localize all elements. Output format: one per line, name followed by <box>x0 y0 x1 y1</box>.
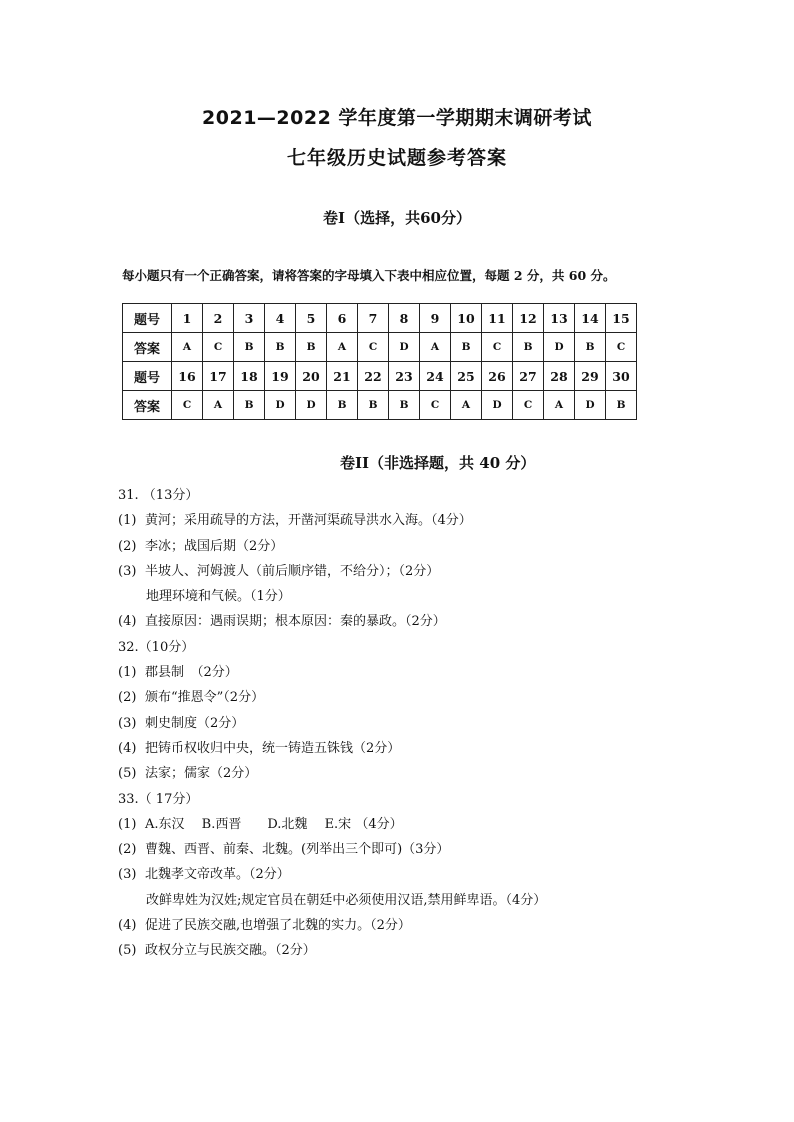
answer-cell: D <box>389 333 420 362</box>
answer-cell: B <box>513 333 544 362</box>
question-number-cell: 16 <box>172 362 203 391</box>
answer-line <box>118 913 546 938</box>
question-number-cell: 25 <box>451 362 482 391</box>
item-number: (4) <box>118 918 137 934</box>
answer-text: 促进了民族交融,也增强了北魏的实力。（2分） <box>145 918 411 934</box>
answer-text: A.东汉 B.西晋 D.北魏 E.宋 （4分） <box>145 816 403 832</box>
question-number-cell: 23 <box>389 362 420 391</box>
answer-cell: C <box>513 391 544 420</box>
item-number: (4) <box>118 614 137 630</box>
item-number: (2) <box>118 538 137 554</box>
answer-cell: B <box>451 333 482 362</box>
answer-lines <box>118 483 546 964</box>
answer-cell: A <box>420 333 451 362</box>
answer-text: 直接原因：遇雨误期；根本原因：秦的暴政。（2分） <box>145 614 446 630</box>
answer-cell: A <box>172 333 203 362</box>
table-row-numbers <box>123 304 637 333</box>
answer-cell: B <box>575 333 606 362</box>
row-label-answer: 答案 <box>123 333 172 362</box>
answer-text: 半坡人、河姆渡人（前后顺序错，不给分）；（2分） <box>145 563 440 579</box>
answer-cell: C <box>172 391 203 420</box>
question-number-cell: 9 <box>420 304 451 333</box>
answer-text: 李冰；战国后期（2分） <box>145 538 284 554</box>
question-number-cell: 12 <box>513 304 544 333</box>
answer-cell: D <box>544 333 575 362</box>
answer-cell: A <box>544 391 575 420</box>
question-number-cell: 30 <box>606 362 637 391</box>
question-number-cell: 24 <box>420 362 451 391</box>
answer-text: 31. （13分） <box>118 488 199 503</box>
answer-line <box>118 837 546 862</box>
answer-cell: B <box>234 391 265 420</box>
answer-line <box>118 812 546 837</box>
answer-line <box>118 938 546 963</box>
answer-text: 改鲜卑姓为汉姓;规定官员在朝廷中必须使用汉语,禁用鲜卑语。（4分） <box>146 892 547 908</box>
answer-table <box>122 303 637 420</box>
answer-line <box>118 534 546 559</box>
item-number: (3) <box>118 715 137 731</box>
table-row-answers <box>123 391 637 420</box>
answer-text: 北魏孝文帝改革。（2分） <box>145 867 290 883</box>
question-number-cell: 13 <box>544 304 575 333</box>
answer-line <box>118 888 546 913</box>
answer-cell: D <box>575 391 606 420</box>
question-number-cell: 21 <box>327 362 358 391</box>
item-number: (3) <box>118 867 137 883</box>
answer-cell: A <box>203 391 234 420</box>
question-number-cell: 14 <box>575 304 606 333</box>
item-number: (5) <box>118 943 137 959</box>
item-number: (1) <box>118 816 137 832</box>
question-number-cell: 19 <box>265 362 296 391</box>
answer-cell: B <box>358 391 389 420</box>
row-label-number: 题号 <box>123 304 172 333</box>
row-label-number: 题号 <box>123 362 172 391</box>
answer-line <box>118 660 546 685</box>
answer-cell: A <box>327 333 358 362</box>
answer-cell: C <box>203 333 234 362</box>
answer-text: 法家；儒家（2分） <box>145 766 258 782</box>
answer-line <box>118 508 546 533</box>
answer-line <box>118 635 546 660</box>
question-number-cell: 8 <box>389 304 420 333</box>
answer-line <box>118 761 546 786</box>
part2-heading: 卷II（非选择题，共 40 分） <box>340 454 536 472</box>
answer-line <box>118 559 546 584</box>
answer-line <box>118 483 546 508</box>
question-number-cell: 5 <box>296 304 327 333</box>
question-number-cell: 11 <box>482 304 513 333</box>
answer-text: 黄河；采用疏导的方法，开凿河渠疏导洪水入海。（4分） <box>145 513 472 529</box>
answer-line <box>118 609 546 634</box>
part1-instruction: 每小题只有一个正确答案，请将答案的字母填入下表中相应位置，每题 2 分，共 60 分。 <box>122 268 616 283</box>
question-number-cell: 2 <box>203 304 234 333</box>
answer-cell: B <box>606 391 637 420</box>
answer-cell: C <box>606 333 637 362</box>
answer-line <box>118 584 546 609</box>
question-number-cell: 17 <box>203 362 234 391</box>
question-number-cell: 18 <box>234 362 265 391</box>
question-number-cell: 29 <box>575 362 606 391</box>
item-number: (3) <box>118 563 137 579</box>
question-number-cell: 7 <box>358 304 389 333</box>
question-number-cell: 20 <box>296 362 327 391</box>
answer-cell: B <box>389 391 420 420</box>
answer-cell: C <box>420 391 451 420</box>
document-title: 2021—2022 学年度第一学期期末调研考试 <box>202 107 592 129</box>
answer-cell: B <box>327 391 358 420</box>
answer-line <box>118 685 546 710</box>
answer-line <box>118 862 546 887</box>
answer-line <box>118 736 546 761</box>
answer-cell: B <box>265 333 296 362</box>
table-row-numbers <box>123 362 637 391</box>
answer-cell: D <box>265 391 296 420</box>
answer-cell: C <box>358 333 389 362</box>
document-subtitle: 七年级历史试题参考答案 <box>286 147 507 169</box>
answer-text: 曹魏、西晋、前秦、北魏。(列举出三个即可)（3分） <box>145 842 450 858</box>
answer-text: 刺史制度（2分） <box>145 715 245 731</box>
answer-text: 33.（ 17分） <box>118 791 199 807</box>
question-number-cell: 1 <box>172 304 203 333</box>
answer-text: 政权分立与民族交融。（2分） <box>145 943 316 959</box>
answer-cell: D <box>296 391 327 420</box>
answer-cell: D <box>482 391 513 420</box>
question-number-cell: 6 <box>327 304 358 333</box>
question-number-cell: 4 <box>265 304 296 333</box>
question-number-cell: 28 <box>544 362 575 391</box>
row-label-answer: 答案 <box>123 391 172 420</box>
item-number: (4) <box>118 740 137 756</box>
question-number-cell: 27 <box>513 362 544 391</box>
question-number-cell: 10 <box>451 304 482 333</box>
answer-cell: B <box>234 333 265 362</box>
item-number: (2) <box>118 842 137 858</box>
question-number-cell: 26 <box>482 362 513 391</box>
table-row-answers <box>123 333 637 362</box>
item-number: (2) <box>118 690 137 706</box>
answer-text: 地理环境和气候。（1分） <box>146 589 291 605</box>
part1-heading: 卷Ⅰ（选择，共60分） <box>323 209 471 227</box>
answer-line <box>118 787 546 812</box>
question-number-cell: 22 <box>358 362 389 391</box>
item-number: (1) <box>118 665 137 681</box>
answer-cell: A <box>451 391 482 420</box>
item-number: (5) <box>118 766 137 782</box>
answer-cell: C <box>482 333 513 362</box>
answer-text: 郡县制 （2分） <box>145 665 238 681</box>
item-number: (1) <box>118 513 137 529</box>
answer-text: 32.（10分） <box>118 639 195 655</box>
answer-line <box>118 711 546 736</box>
answer-text: 把铸币权收归中央，统一铸造五铢钱（2分） <box>145 740 401 756</box>
answer-cell: B <box>296 333 327 362</box>
question-number-cell: 15 <box>606 304 637 333</box>
answer-text: 颁布“推恩令”（2分） <box>145 690 265 706</box>
question-number-cell: 3 <box>234 304 265 333</box>
